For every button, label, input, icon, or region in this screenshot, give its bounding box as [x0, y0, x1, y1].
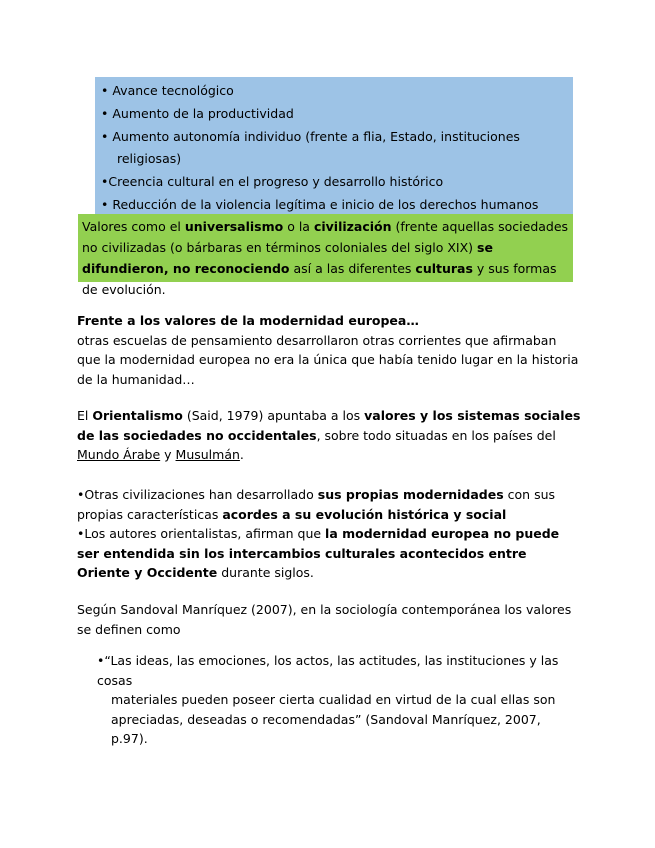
link-mundo-arabe[interactable]: Mundo Árabe [77, 447, 161, 462]
link-musulman[interactable]: Musulmán [175, 447, 240, 462]
list-item: • Avance tecnológico [101, 83, 234, 98]
modernity-values-list [95, 77, 573, 216]
list-item: •Otras civilizaciones han desarrollado sus propias modernidades con sus propias características acordes a su evolución histórica y social [77, 487, 556, 522]
section-orientalism: El Orientalismo (Said, 1979) apuntaba a los valores y los sistemas sociales de las sociedades no occidentales, sobre todo situadas en los países del Mundo Árabe y Musulmán. [77, 408, 581, 462]
list-item: • Aumento de la productividad [101, 106, 294, 121]
section-sandoval: Según Sandoval Manríquez (2007), en la sociología contemporánea los valores se definen como [77, 602, 572, 637]
quote-bullet: •“Las ideas, las emociones, los actos, las actitudes, las instituciones y las cosas materiales pueden poseer cierta cualidad en virtud de la cual ellas son apreciadas, deseadas o recomendadas” (Sandoval Manríquez, 2007, p.97). [97, 653, 559, 746]
list-item: •Creencia cultural en el progreso y desarrollo histórico [101, 174, 444, 189]
section-other-modernities [77, 485, 582, 583]
green-highlight-box: Valores como el universalismo o la civilización (frente aquellas sociedades no civilizadas (o bárbaras en términos coloniales del siglo XIX) se difundieron, no reconociendo así a las diferentes culturas y sus formas de evolución. [78, 214, 573, 282]
section-european-modernity [77, 311, 582, 389]
list-item: • Aumento autonomía individuo (frente a flia, Estado, instituciones religiosas) [101, 129, 520, 166]
list-item: •Los autores orientalistas, afirman que la modernidad europea no puede ser entendida sin los intercambios culturales acontecidos entre Oriente y Occidente durante siglos. [77, 526, 560, 580]
section-body: otras escuelas de pensamiento desarrollaron otras corrientes que afirmaban que la modernidad europea no era la única que había tenido lugar en la historia de la humanidad… [77, 332, 579, 387]
blue-bullet-box [95, 77, 573, 214]
list-item: • Reducción de la violencia legítima e inicio de los derechos humanos [101, 197, 539, 212]
section-heading: Frente a los valores de la modernidad europea… [77, 313, 419, 328]
